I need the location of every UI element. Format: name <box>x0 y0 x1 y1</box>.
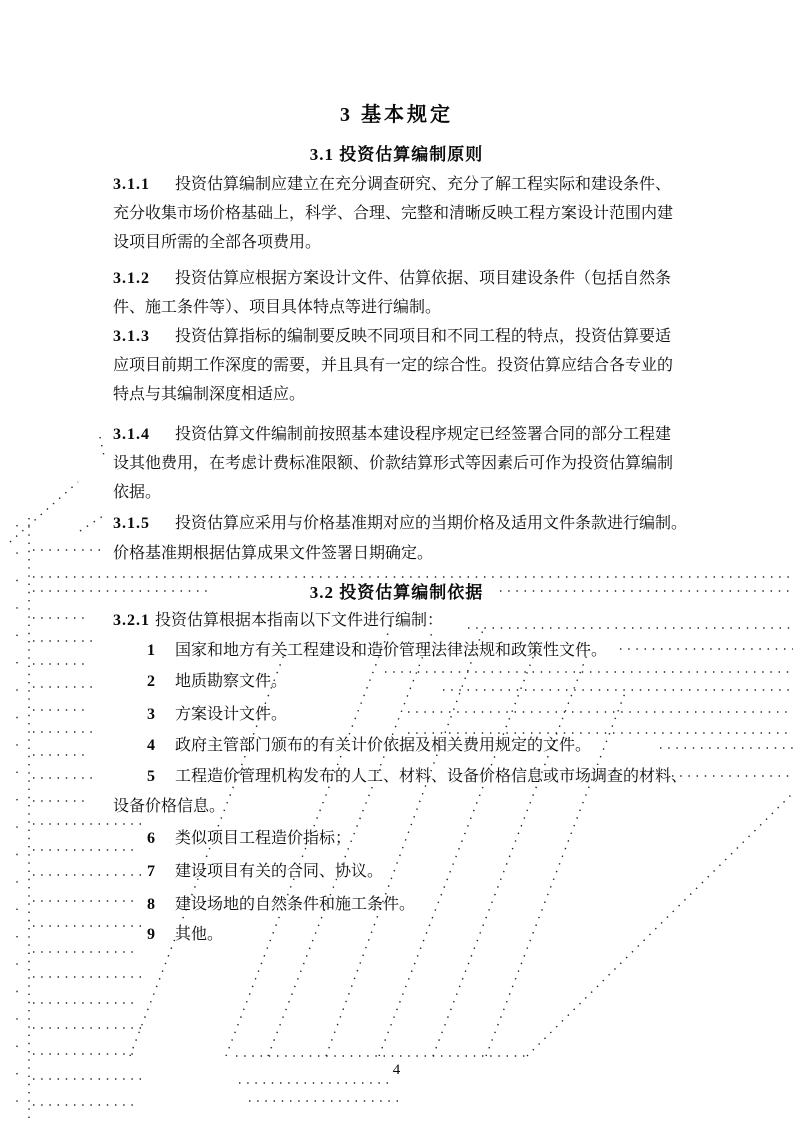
list-item-number: 4 <box>147 737 155 754</box>
page-number: 4 <box>392 1062 401 1078</box>
clause-3-1-3-line <box>113 351 713 380</box>
list-item-number: 7 <box>147 863 155 880</box>
clause-number: 3.1.2 <box>113 270 150 287</box>
list-item-7-line <box>113 857 713 886</box>
clause-3-1-4-line <box>113 478 713 507</box>
list-item-8-line <box>113 890 713 919</box>
list-item-6-line <box>113 824 713 853</box>
list-item-text: 建设项目有关的合同、协议。 <box>175 863 384 880</box>
clause-number: 3.1.3 <box>113 328 150 345</box>
list-item-number: 1 <box>147 642 155 659</box>
list-item-9-line <box>113 920 713 949</box>
clause-3-1-1-line <box>113 228 713 257</box>
clause-text: 特点与其编制深度相适应。 <box>113 386 306 403</box>
clause-3-1-5-line <box>113 539 713 568</box>
clause-number: 3.1.1 <box>113 176 150 193</box>
clause-text: 投资估算编制应建立在充分调查研究、充分了解工程实际和建设条件、 <box>175 176 672 193</box>
list-item-text: 政府主管部门颁布的有关计价依据及相关费用规定的文件。 <box>175 737 592 754</box>
list-item-text: 方案设计文件。 <box>175 706 288 723</box>
list-item-5-line <box>113 762 713 791</box>
clause-3-2-1-line <box>113 606 713 635</box>
clause-text: 充分收集市场价格基础上，科学、合理、完整和清晰反映工程方案设计范围内建 <box>113 205 674 222</box>
clause-3-1-5-line <box>113 509 713 538</box>
clause-text: 设项目所需的全部各项费用。 <box>113 234 322 251</box>
list-item-4-line <box>113 731 713 760</box>
clause-text: 投资估算指标的编制要反映不同项目和不同工程的特点，投资估算要适 <box>175 328 672 345</box>
clause-3-1-3-line <box>113 380 713 409</box>
clause-3-1-2-line <box>113 264 713 293</box>
watermark-dotted-line <box>100 437 104 456</box>
clause-3-1-3-line <box>113 322 713 351</box>
clause-text: 设其他费用，在考虑计费标准限额、价款结算形式等因素后可作为投资估算编制 <box>113 455 674 472</box>
clause-3-1-4-line <box>113 449 713 478</box>
clause-3-1-2-line <box>113 293 713 322</box>
clause-number: 3.1.4 <box>113 426 150 443</box>
list-item-number: 9 <box>147 926 155 943</box>
clause-text: 价格基准期根据估算成果文件签署日期确定。 <box>113 545 434 562</box>
page-title: 3 基本规定 <box>340 104 453 126</box>
clause-text: 投资估算应根据方案设计文件、估算依据、项目建设条件（包括自然条 <box>175 270 672 287</box>
list-item-number: 3 <box>147 706 155 723</box>
clause-3-1-1-line <box>113 170 713 199</box>
section-3-1-heading: 3.1 投资估算编制原则 <box>309 145 484 164</box>
clause-number: 3.1.5 <box>113 515 150 532</box>
clause-text: 件、施工条件等）、项目具体特点等进行编制。 <box>113 299 442 316</box>
list-item-3-line <box>113 700 713 729</box>
clause-text: 投资估算文件编制前按照基本建设程序规定已经签署合同的部分工程建 <box>175 426 672 443</box>
section-3-2-heading: 3.2 投资估算编制依据 <box>309 583 484 602</box>
list-item-text: 其他。 <box>175 926 224 943</box>
clause-3-1-4-line <box>113 420 713 449</box>
list-item-text: 建设场地的自然条件和施工条件。 <box>175 896 416 913</box>
list-item-number: 5 <box>147 768 155 785</box>
list-item-2-line <box>113 667 713 696</box>
list-item-text: 类似项目工程造价指标； <box>175 830 352 847</box>
watermark-dotted-line <box>80 514 106 531</box>
list-item-text: 国家和地方有关工程建设和造价管理法律法规和政策性文件。 <box>175 642 608 659</box>
clause-text: 依据。 <box>113 484 162 501</box>
list-item-number: 2 <box>147 673 155 690</box>
list-item-text: 工程造价管理机构发布的人工、材料、设备价格信息或市场调查的材料、 <box>175 768 688 785</box>
list-item-number: 8 <box>147 896 155 913</box>
list-item-1-line <box>113 636 713 665</box>
clause-number: 3.2.1 <box>113 612 150 629</box>
list-item-5-line <box>113 792 713 821</box>
watermark-dotted-line <box>10 482 78 542</box>
list-item-number: 6 <box>147 830 155 847</box>
clause-text: 投资估算根据本指南以下文件进行编制： <box>155 612 444 629</box>
list-item-text: 地质勘察文件。 <box>175 673 288 690</box>
list-item-text: 设备价格信息。 <box>113 798 226 815</box>
clause-text: 应项目前期工作深度的需要，并且具有一定的综合性。投资估算应结合各专业的 <box>113 357 674 374</box>
clause-text: 投资估算应采用与价格基准期对应的当期价格及适用文件条款进行编制。 <box>175 515 688 532</box>
clause-3-1-1-line <box>113 199 713 228</box>
